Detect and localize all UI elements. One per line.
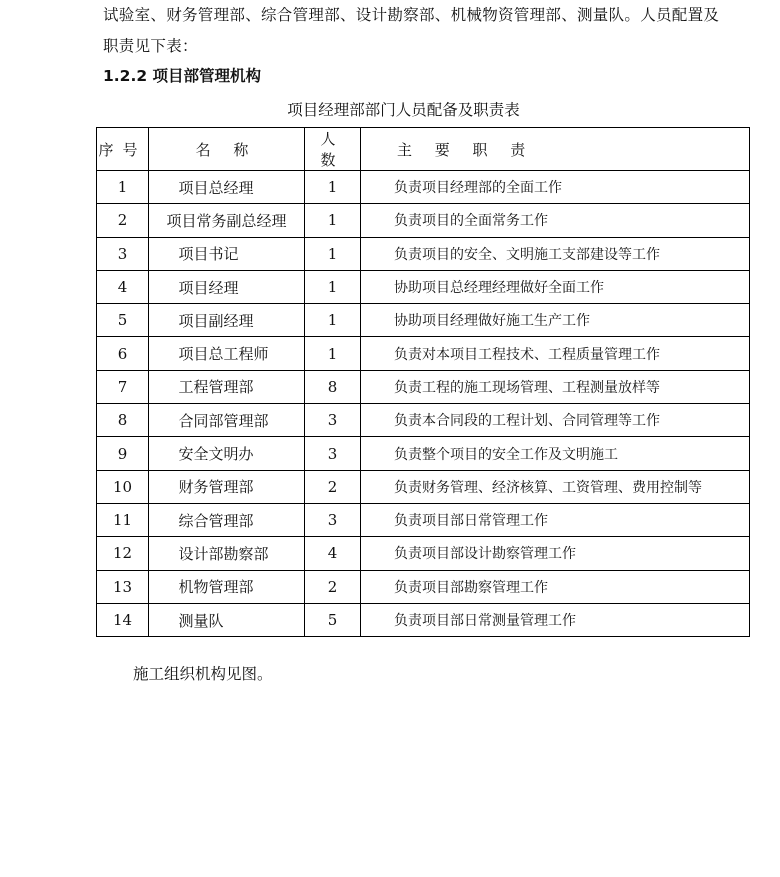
row-duty-cell: 负责财务管理、经济核算、工资管理、费用控制等 <box>361 470 750 503</box>
row-no-cell: 9 <box>97 437 149 470</box>
row-duty-cell: 负责项目部日常管理工作 <box>361 503 750 536</box>
table-row <box>97 270 750 303</box>
row-duty-cell: 负责项目经理部的全面工作 <box>361 171 750 204</box>
table-row <box>97 204 750 237</box>
row-count-cell: 2 <box>305 570 361 603</box>
staff-duty-table <box>96 127 750 637</box>
row-name-cell <box>149 204 305 237</box>
row-count-cell: 1 <box>305 270 361 303</box>
row-name-text: 项目经理 <box>178 278 239 297</box>
row-duty-cell: 负责对本项目工程技术、工程质量管理工作 <box>361 337 750 370</box>
row-count-cell: 4 <box>305 537 361 570</box>
table-row <box>97 171 750 204</box>
row-name-cell <box>149 304 305 337</box>
row-count-cell: 3 <box>305 503 361 536</box>
row-name-text: 综合管理部 <box>178 511 254 530</box>
row-name-cell <box>149 370 305 403</box>
row-name-cell <box>149 537 305 570</box>
row-duty-cell: 负责项目的安全、文明施工支部建设等工作 <box>361 237 750 270</box>
table-row <box>97 304 750 337</box>
row-count-cell: 1 <box>305 337 361 370</box>
row-no-cell: 11 <box>97 503 149 536</box>
row-no-cell: 3 <box>97 237 149 270</box>
row-duty-cell: 负责项目部设计勘察管理工作 <box>361 537 750 570</box>
row-name-text: 项目常务副总经理 <box>166 211 287 230</box>
table-row <box>97 370 750 403</box>
row-no-cell: 6 <box>97 337 149 370</box>
row-count-cell: 8 <box>305 370 361 403</box>
row-name-cell <box>149 437 305 470</box>
table-header-row <box>97 128 750 171</box>
table-caption: 项目经理部部门人员配备及职责表 <box>287 101 520 119</box>
row-no-cell: 13 <box>97 570 149 603</box>
row-count-cell: 3 <box>305 404 361 437</box>
table-row <box>97 337 750 370</box>
row-name-text: 项目总经理 <box>178 178 254 197</box>
table-row <box>97 437 750 470</box>
table-row <box>97 503 750 536</box>
table-body <box>97 171 750 637</box>
row-duty-cell: 负责本合同段的工程计划、合同管理等工作 <box>361 404 750 437</box>
row-name-text: 项目副经理 <box>178 311 254 330</box>
row-duty-cell: 协助项目经理做好施工生产工作 <box>361 304 750 337</box>
row-count-cell: 3 <box>305 437 361 470</box>
row-count-cell: 2 <box>305 470 361 503</box>
row-no-cell: 10 <box>97 470 149 503</box>
section-heading: 1.2.2 项目部管理机构 <box>103 67 262 85</box>
row-name-cell <box>149 470 305 503</box>
intro-paragraph: 试验室、财务管理部、综合管理部、设计勘察部、机械物资管理部、测量队。人员配置及职责见下表： <box>103 6 720 55</box>
row-name-text: 机物管理部 <box>178 578 254 597</box>
table-row <box>97 237 750 270</box>
header-name: 名 称 <box>149 128 305 171</box>
row-duty-cell: 负责项目部日常测量管理工作 <box>361 603 750 636</box>
row-name-text: 财务管理部 <box>178 478 254 497</box>
row-name-cell <box>149 171 305 204</box>
row-name-text: 合同部管理部 <box>178 411 269 430</box>
row-name-text: 测量队 <box>178 611 224 630</box>
row-name-text: 项目总工程师 <box>178 345 269 364</box>
table-row <box>97 537 750 570</box>
row-name-text: 项目书记 <box>178 245 239 264</box>
row-duty-cell: 负责整个项目的安全工作及文明施工 <box>361 437 750 470</box>
row-count-cell: 1 <box>305 237 361 270</box>
row-duty-cell: 负责工程的施工现场管理、工程测量放样等 <box>361 370 750 403</box>
header-no: 序号 <box>97 128 149 171</box>
row-duty-cell: 负责项目部勘察管理工作 <box>361 570 750 603</box>
row-name-cell <box>149 237 305 270</box>
row-name-text: 工程管理部 <box>178 378 254 397</box>
table-row <box>97 603 750 636</box>
table-row <box>97 570 750 603</box>
row-count-cell: 1 <box>305 171 361 204</box>
table-row <box>97 404 750 437</box>
row-name-cell <box>149 570 305 603</box>
row-name-cell <box>149 603 305 636</box>
row-count-cell: 1 <box>305 304 361 337</box>
row-no-cell: 2 <box>97 204 149 237</box>
row-name-cell <box>149 503 305 536</box>
row-name-cell <box>149 404 305 437</box>
row-no-cell: 4 <box>97 270 149 303</box>
row-no-cell: 5 <box>97 304 149 337</box>
row-no-cell: 8 <box>97 404 149 437</box>
row-name-cell <box>149 337 305 370</box>
row-duty-cell: 负责项目的全面常务工作 <box>361 204 750 237</box>
row-duty-cell: 协助项目总经理经理做好全面工作 <box>361 270 750 303</box>
closing-paragraph: 施工组织机构见图。 <box>133 665 273 683</box>
row-name-cell <box>149 270 305 303</box>
header-count: 人 数 <box>305 128 361 171</box>
row-no-cell: 12 <box>97 537 149 570</box>
row-no-cell: 1 <box>97 171 149 204</box>
row-no-cell: 7 <box>97 370 149 403</box>
table-row <box>97 470 750 503</box>
row-name-text: 设计部勘察部 <box>178 544 269 563</box>
row-count-cell: 5 <box>305 603 361 636</box>
row-count-cell: 1 <box>305 204 361 237</box>
header-duty: 主 要 职 责 <box>361 128 750 171</box>
row-name-text: 安全文明办 <box>178 445 254 464</box>
row-no-cell: 14 <box>97 603 149 636</box>
